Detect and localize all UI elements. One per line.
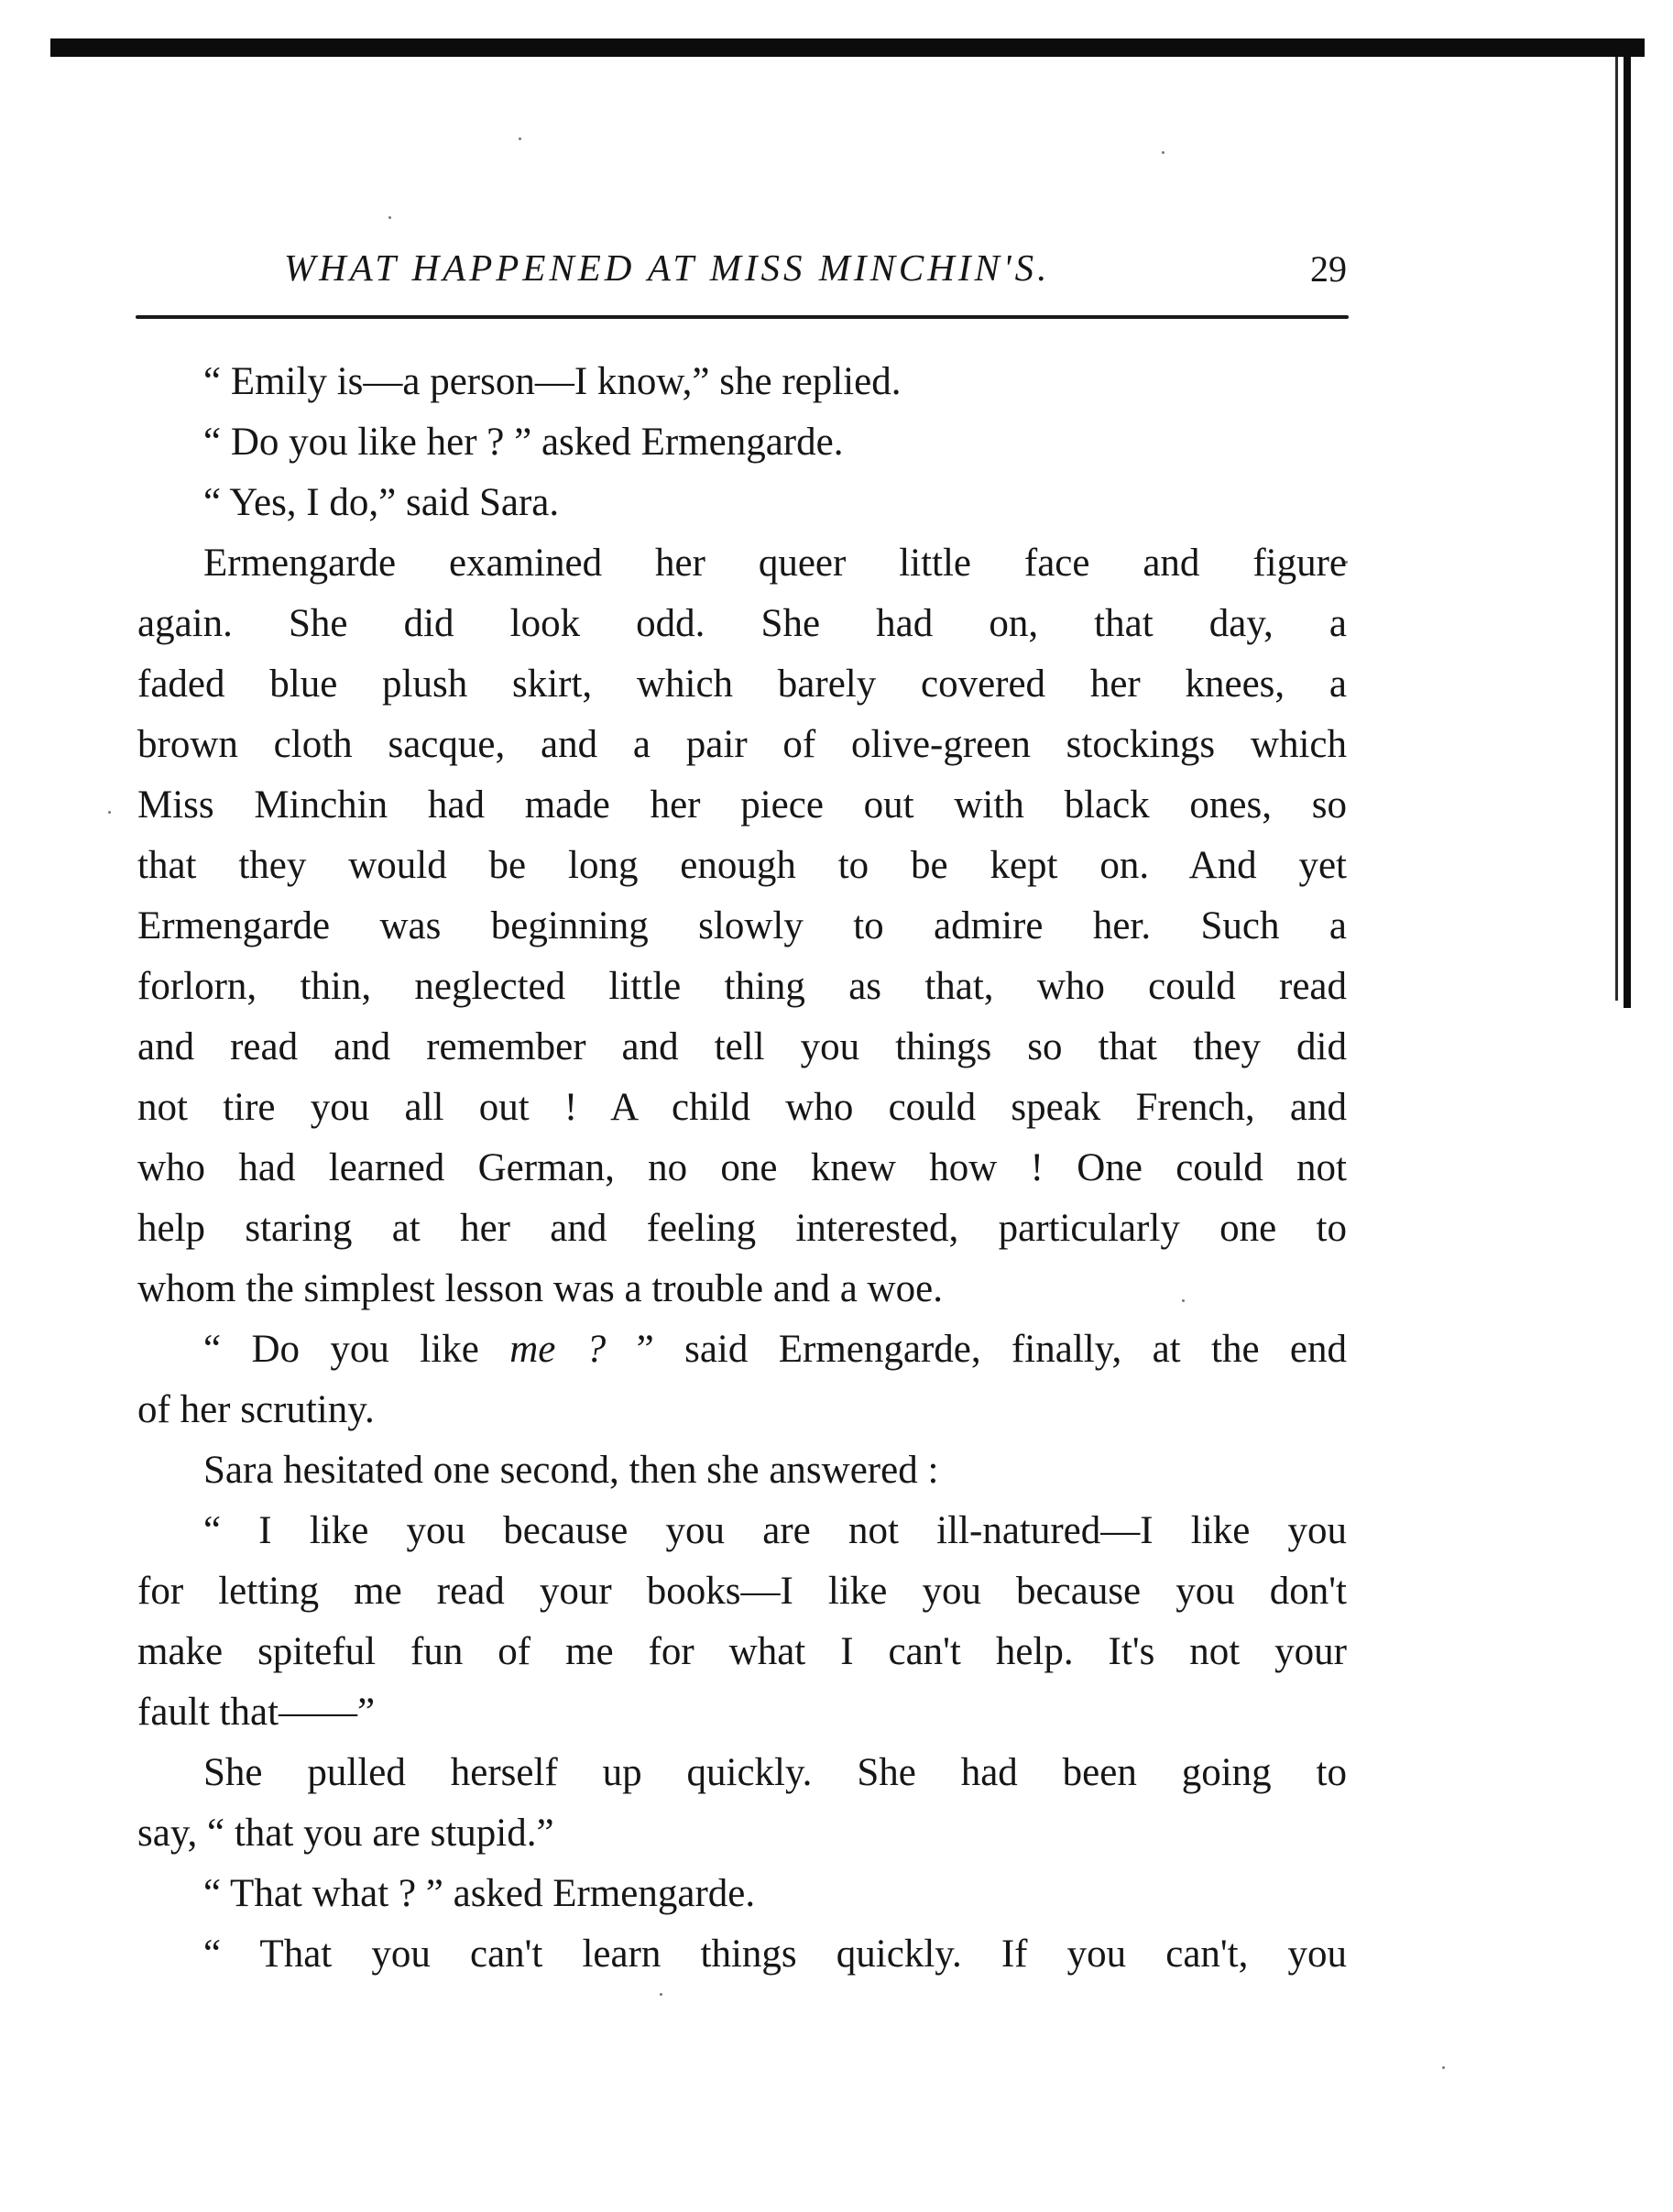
text-line: whom the simplest lesson was a trouble and a woe. [137, 1267, 943, 1310]
text-line: and read and remember and tell you things so that they did [137, 1025, 1347, 1068]
scan-border-right-inner [1615, 57, 1618, 1001]
text-line: fault that——” [137, 1691, 376, 1734]
text-fragment: “ Do you like [203, 1328, 510, 1371]
text-line: Ermengarde was beginning slowly to admire her. Such a [137, 904, 1347, 947]
paper-speck [108, 811, 111, 814]
text-line: Miss Minchin had made her piece out with black ones, so [137, 783, 1347, 827]
page-number: 29 [1310, 248, 1347, 290]
text-fragment: ” said Ermengarde, finally, at the end [606, 1328, 1348, 1371]
text-line: “ Do you like her ? ” asked Ermengarde. [203, 421, 844, 464]
text-line: again. She did look odd. She had on, that day, a [137, 602, 1347, 645]
paper-speck [519, 137, 521, 140]
text-line: brown cloth sacque, and a pair of olive-green stockings which [137, 723, 1347, 766]
scan-border-right [1624, 46, 1631, 1008]
paper-speck [1162, 151, 1165, 154]
text-line: She pulled herself up quickly. She had been going to [203, 1751, 1347, 1794]
italic-emphasis: me ? [509, 1328, 607, 1371]
paper-speck [388, 216, 391, 219]
text-line: say, “ that you are stupid.” [137, 1812, 554, 1855]
text-line-mixed [137, 1320, 1347, 1380]
text-line: that they would be long enough to be kept on. And yet [137, 844, 1347, 887]
text-line: “ I like you because you are not ill-natured—I like you [203, 1509, 1347, 1552]
running-title: WHAT HAPPENED AT MISS MINCHIN'S. [284, 246, 1051, 289]
text-line: who had learned German, no one knew how ! One could not [137, 1146, 1347, 1189]
text-line: Ermengarde examined her queer little face and figure [203, 542, 1347, 585]
text-line: make spiteful fun of me for what I can't help. It's not your [137, 1630, 1347, 1673]
text-line: “ Emily is—a person—I know,” she replied. [203, 360, 902, 403]
scan-border-top [50, 38, 1645, 57]
header-rule [136, 315, 1349, 319]
text-line: for letting me read your books—I like you because you don't [137, 1570, 1347, 1613]
text-line: “ Yes, I do,” said Sara. [203, 481, 560, 524]
text-line: not tire you all out ! A child who could speak French, and [137, 1086, 1347, 1129]
text-line: forlorn, thin, neglected little thing as that, who could read [137, 965, 1347, 1008]
text-line: faded blue plush skirt, which barely covered her knees, a [137, 663, 1347, 706]
text-line: of her scrutiny. [137, 1388, 375, 1431]
paper-speck [1442, 2066, 1445, 2069]
paper-speck [660, 1993, 662, 1996]
text-line: “ That you can't learn things quickly. If you can't, you [203, 1933, 1347, 1976]
text-line: “ That what ? ” asked Ermengarde. [203, 1872, 756, 1915]
running-head [137, 240, 1347, 295]
body-text [137, 352, 1347, 1985]
text-line: help staring at her and feeling interested, particularly one to [137, 1207, 1347, 1250]
text-line: Sara hesitated one second, then she answered : [203, 1449, 939, 1492]
